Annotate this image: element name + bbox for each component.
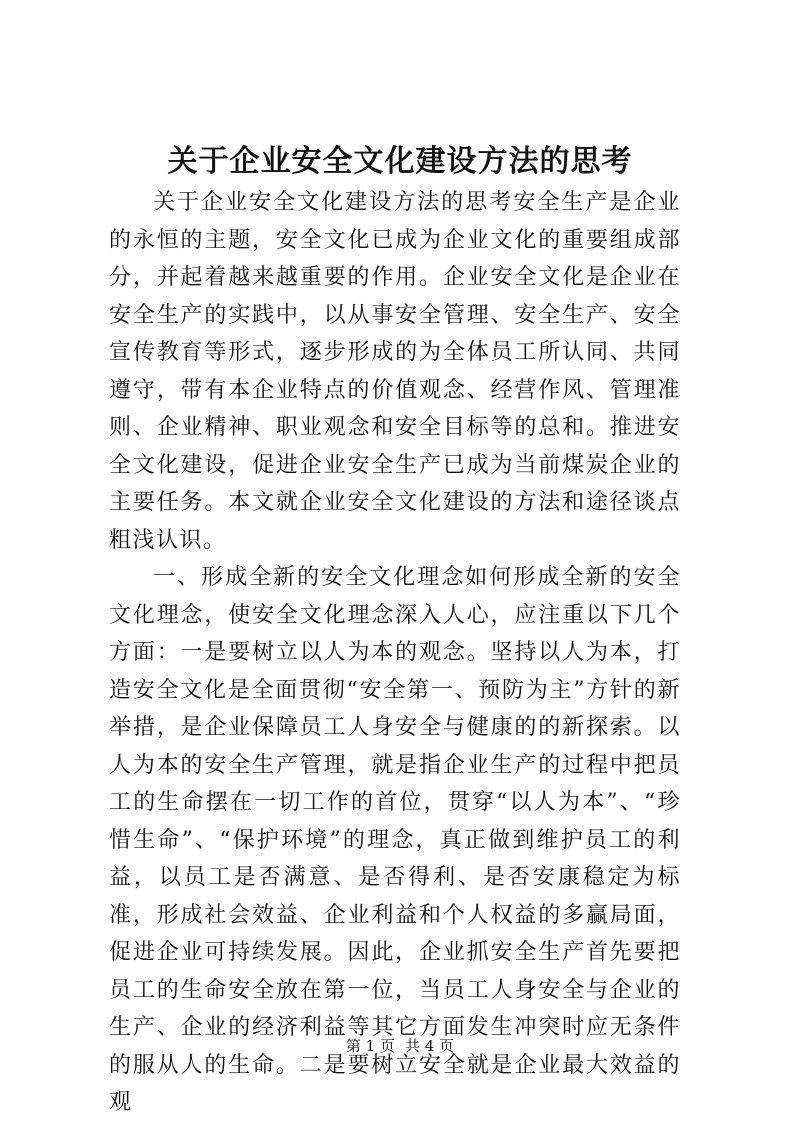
page-total: 共 4 页 — [405, 1037, 455, 1055]
body-paragraph: 一、形成全新的安全文化理念如何形成全新的安全文化理念，使安全文化理念深入人心，应注重以下几个方面：一是要树立以人为本的观念。坚持以人为本，打造安全文化是全面贯彻“安全第一、预防为主”方针的新举措，是企业保障员工人身安全与健康的的新探索。以人为本的安全生产管理，就是指企业生产的过程中把员工的生命摆在一切工作的首位，贯穿“以人为本”、“珍惜生命”、“保护环境”的理念，真正做到维护员工的利益，以员工是否满意、是否得利、是否安康稳定为标准，形成社会效益、企业利益和个人权益的多赢局面，促进企业可持续发展。因此，企业抓安全生产首先要把员工的生命安全放在第一位，当员工人身安全与企业的生产、企业的经济利益等其它方面发生冲突时应无条件的服从人的生命。二是要树立安全就是企业最大效益的观 — [109, 565, 681, 1115]
body-paragraph: 关于企业安全文化建设方法的思考安全生产是企业的永恒的主题，安全文化已成为企业文化的重要组成部分，并起着越来越重要的作用。企业安全文化是企业在安全生产的实践中，以从事安全管理、安全生产、安全宣传教育等形式，逐步形成的为全体员工所认同、共同遵守，带有本企业特点的价值观念、经营作风、管理准则、企业精神、职业观念和安全目标等的总和。推进安全文化建设，促进企业安全生产已成为当前煤炭企业的主要任务。本文就企业安全文化建设的方法和途径谈点粗浅认识。 — [109, 190, 681, 553]
page-number: 第 1 页 — [345, 1037, 395, 1055]
document-body — [109, 184, 681, 1122]
page-footer — [0, 1036, 800, 1056]
document-title: 关于企业安全文化建设方法的思考 — [167, 144, 633, 179]
